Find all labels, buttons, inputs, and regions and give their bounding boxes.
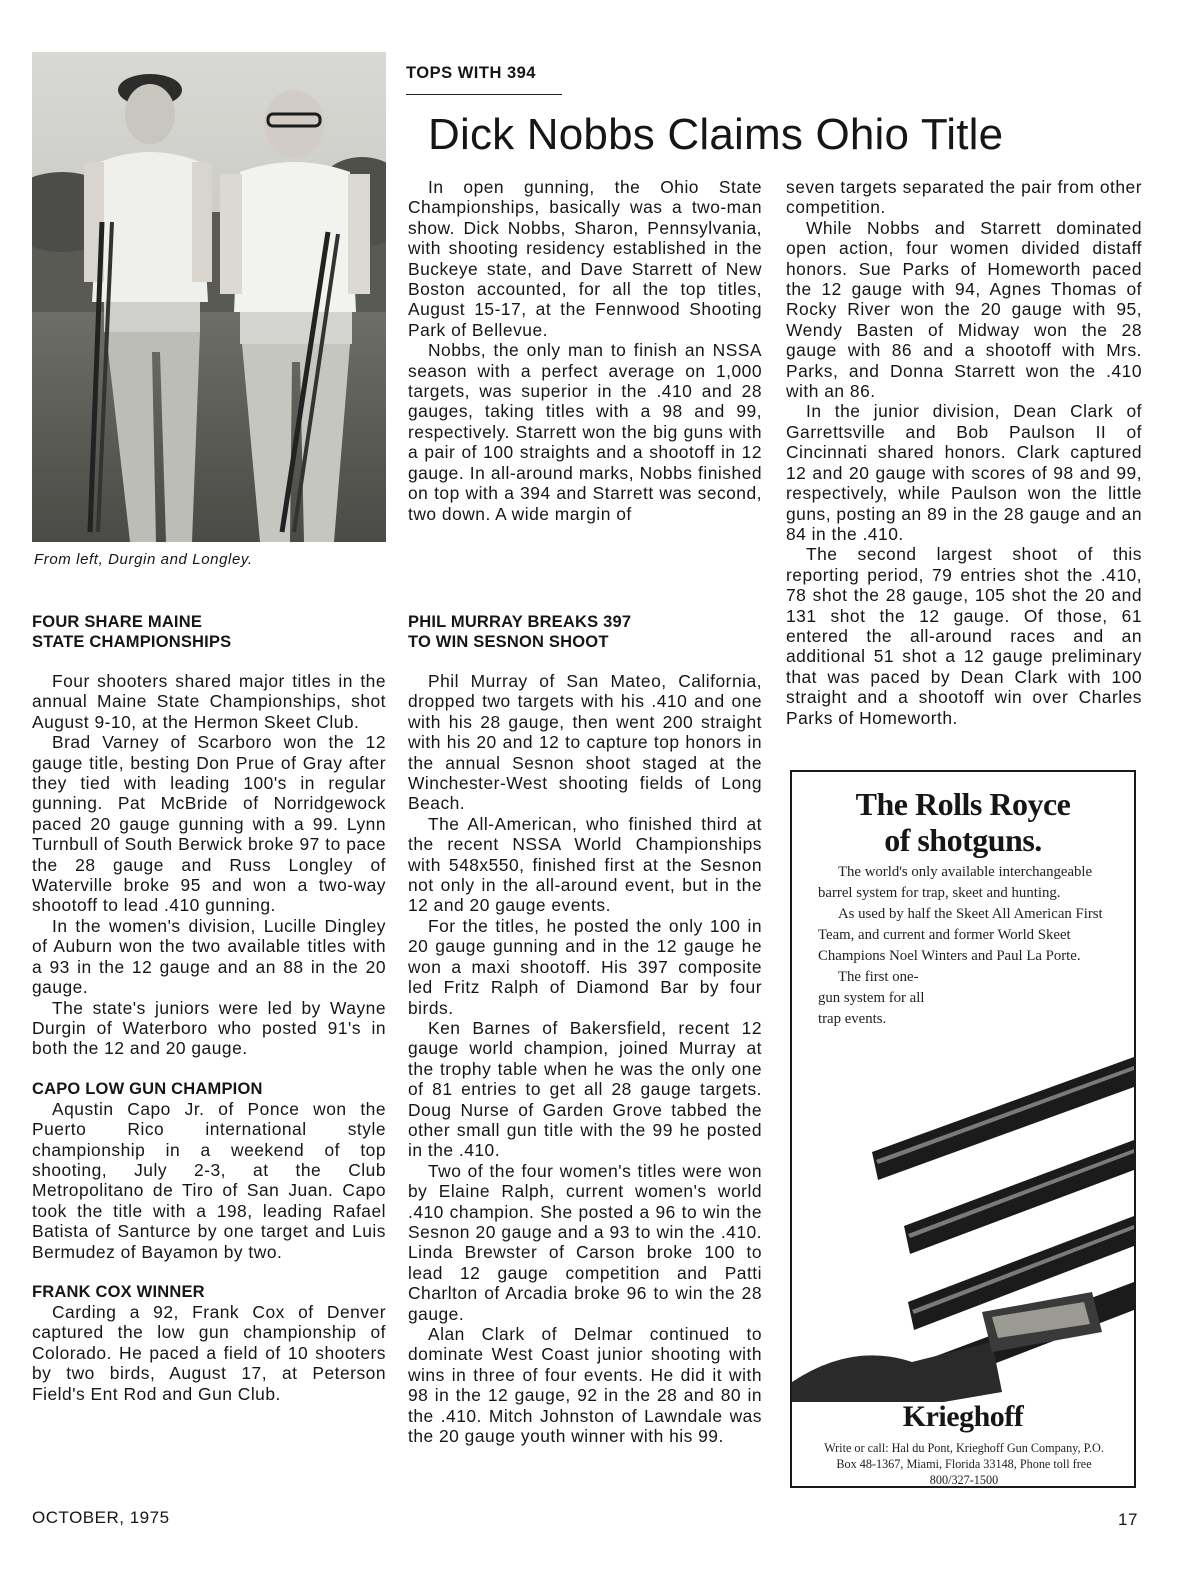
footer-date: OCTOBER, 1975: [32, 1508, 170, 1527]
cox-heading: FRANK COX WINNER: [32, 1282, 205, 1301]
murray-paragraph: Two of the four women's titles were won by Elaine Ralph, current women's world .410 champion. She posted a 96 to win the Sesnon 20 gauge and a 93 to win the .410. Linda Brewster of Carson broke 100 to lead 12 gauge competition and Patti Charlton of Arcadia broke 96 to win the 28 gauge.: [408, 1160, 762, 1324]
murray-paragraph: Ken Barnes of Bakersfield, recent 12 gauge world champion, joined Murray at the trophy table when he was the only one of 81 entries to get all 28 gauge targets. Doug Nurse of Garden Grove tabbed the other small gun title with the 99 he posted in the .410.: [408, 1017, 762, 1161]
cox-paragraph: Carding a 92, Frank Cox of Denver captured the low gun championship of Colorado. He paced a field of 10 shooters by two birds, August 17, at Peterson Field's Ent Rod and Gun Club.: [32, 1301, 386, 1404]
capo-paragraph: Aqustin Capo Jr. of Ponce won the Puerto Rico international style championship in a weekend of top shooting, July 2-3, at the Club Metropolitano de Tiro of San Juan. Capo took the title with a 198, leading Rafael Batista of Santurce by one target and Luis Bermudez of Bayamon by two.: [32, 1098, 386, 1262]
murray-paragraph: Alan Clark of Delmar continued to dominate West Coast junior shooting with wins in three of four events. He did it with 98 in the 12 gauge, 92 in the 28 and 80 in the .410. Mitch Johnston of Lawndale was the 20 gauge youth winner with his 99.: [408, 1324, 762, 1447]
kicker-rule: [406, 94, 562, 95]
photo-caption: From left, Durgin and Longley.: [34, 551, 253, 568]
photo-durgin-longley: [32, 52, 386, 542]
article-paragraph: In open gunning, the Ohio State Championships, basically was a two-man show. Dick Nobbs, Sharon, Pennsylvania, with shooting residency established in the Buckeye state, and Dave Starrett of New Boston accounted, for all the top titles, August 15-17, at the Fennwood Shooting Park of Bellevue.: [408, 177, 762, 340]
article-paragraph: While Nobbs and Starrett dominated open action, four women divided distaff honors. Sue Parks of Homeworth paced the 12 gauge with 94, Agnes Thomas of Rocky River won the 20 gauge with 95, Wendy Basten of Midway won the 28 gauge with 86 and a shootoff with Mrs. Parks, and Donna Starrett won the .410 with an 86.: [786, 217, 1142, 402]
maine-paragraph: Four shooters shared major titles in the annual Maine State Championships, shot August 9-10, at the Hermon Skeet Club.: [32, 671, 386, 732]
ad-headline-line1: The Rolls Royce: [855, 786, 1071, 822]
article-paragraph: Nobbs, the only man to finish an NSSA season with a perfect average on 1,000 targets, was superior in the .410 and 28 gauges, taking titles with a 98 and 99, respectively. Starrett won the big guns with a pair of 100 straights and a shootoff in 12 gauge. In all-around marks, Nobbs finished on top with a 394 and Starrett was second, two down. A wide margin of: [408, 340, 762, 524]
krieghoff-advertisement: [790, 770, 1136, 1488]
column-left: [32, 612, 386, 1404]
page-number: 17: [1118, 1510, 1138, 1529]
article-paragraph: The second largest shoot of this reporting period, 79 entries shot the .410, 78 shot the 28 gauge, 105 shot the 20 and 131 shot the 12 gauge. Of those, 61 entered the all-around races and an additional 51 shot a 12 gauge preliminary that was paced by Dean Clark with 100 straight and a shootoff win over Charles Parks of Homeworth.: [786, 544, 1142, 728]
murray-paragraph: The All-American, who finished third at the recent NSSA World Championships with 548x550, finished first at the Sesnon not only in the all-around event, but in the 12 and 20 gauge events.: [408, 813, 762, 916]
shotgun-barrels-illustration: [792, 1012, 1134, 1402]
ad-paragraph: The first one-gun system for all trap events.: [818, 969, 925, 1027]
column-middle: [408, 177, 762, 524]
maine-paragraph: The state's juniors were led by Wayne Durgin of Waterboro who posted 91's in both the 12 and 20 gauge.: [32, 997, 386, 1059]
column-right: [786, 177, 1142, 728]
ad-headline-line2: of shotguns.: [884, 822, 1042, 858]
ad-body: [818, 862, 1118, 1030]
article-paragraph: In the junior division, Dean Clark of Garrettsville and Bob Paulson II of Cincinnati shared honors. Clark captured 12 and 20 gauge with scores of 98 and 99, respectively, while Paulson won the little guns, posting an 89 in the 28 gauge and an 84 in the .410.: [786, 401, 1142, 544]
ad-paragraph: As used by half the Skeet All American First Team, and current and former World Skeet Champions Noel Winters and Paul La Porte.: [818, 906, 1103, 964]
maine-heading-line1: FOUR SHARE MAINE: [32, 613, 203, 631]
ad-brand: Krieghoff: [902, 1400, 1024, 1433]
maine-heading-line2: STATE CHAMPIONSHIPS: [32, 633, 232, 651]
murray-paragraph: For the titles, he posted the only 100 in 20 gauge gunning and in the 12 gauge he won a maxi shootoff. His 397 composite led Fritz Ralph of Diamond Bar by four birds.: [408, 915, 762, 1018]
article-kicker: TOPS WITH 394: [406, 64, 536, 82]
capo-heading: CAPO LOW GUN CHAMPION: [32, 1079, 263, 1098]
maine-paragraph: In the women's division, Lucille Dingley of Auburn won the two available titles with a 93 in the 12 gauge and an 88 in the 20 gauge.: [32, 915, 386, 998]
ad-contact: Write or call: Hal du Pont, Krieghoff Gun Company, P.O. Box 48-1367, Miami, Florida 33148, Phone toll free 800/327-1500: [824, 1441, 1104, 1487]
murray-paragraph: Phil Murray of San Mateo, California, dropped two targets with his .410 and one with his 28 gauge, then went 200 straight with his 20 and 12 to capture top honors in the annual Sesnon shoot staged at the Winchester-West shooting fields of Long Beach.: [408, 671, 762, 814]
article-paragraph: seven targets separated the pair from other competition.: [786, 177, 1142, 218]
murray-heading-line2: TO WIN SESNON SHOOT: [408, 633, 609, 651]
murray-section: [408, 612, 762, 1446]
ad-headline: [792, 786, 1134, 858]
photo-illustration: [32, 52, 386, 542]
ad-paragraph: The world's only available interchangeable barrel system for trap, skeet and hunting.: [818, 864, 1093, 901]
article-title: Dick Nobbs Claims Ohio Title: [428, 110, 1004, 159]
murray-heading-line1: PHIL MURRAY BREAKS 397: [408, 613, 632, 631]
maine-paragraph: Brad Varney of Scarboro won the 12 gauge title, besting Don Prue of Gray after they tied with leading 100's in regular gunning. Pat McBride of Norridgewock paced 20 gauge gunning with a 99. Lynn Turnbull of South Berwick broke 97 to pace the 28 gauge and Russ Longley of Waterville broke 95 and won a two-way shootoff to lead .410 gunning.: [32, 732, 386, 916]
